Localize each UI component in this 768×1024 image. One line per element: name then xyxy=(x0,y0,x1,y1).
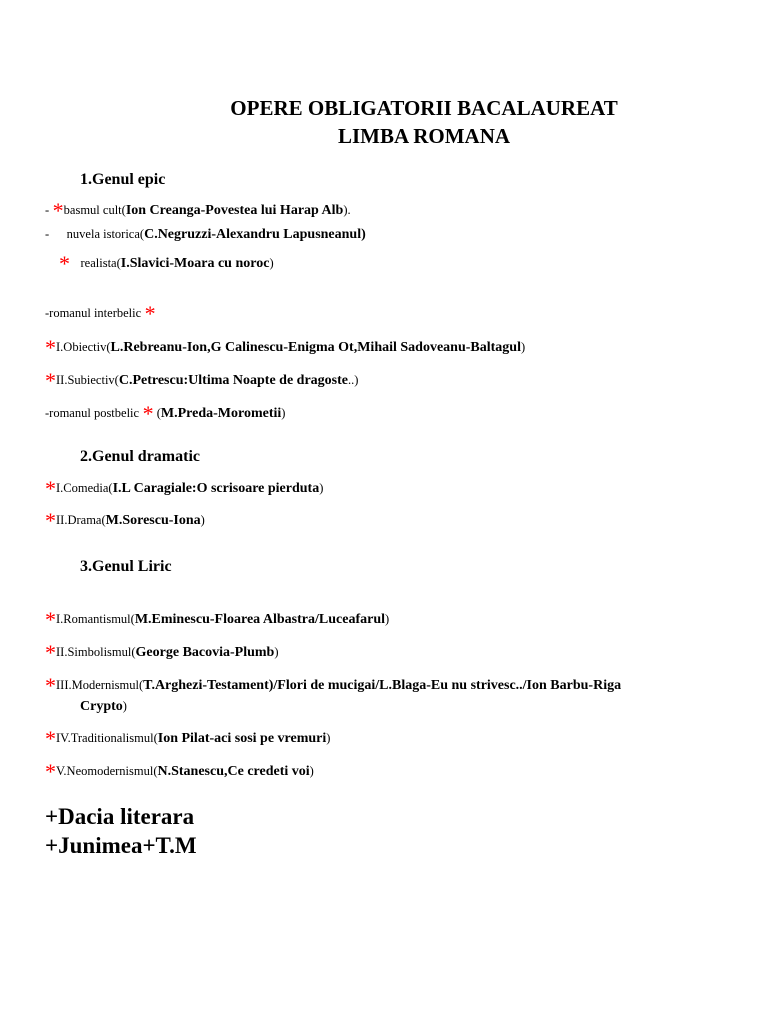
simbolism-label: II.Simbolismul( xyxy=(56,645,136,659)
comedia-label: I.Comedia( xyxy=(56,481,113,495)
neomodernism-title: N.Stanescu,Ce credeti voi xyxy=(157,764,310,779)
basm-title: Ion Creanga-Povestea lui Harap Alb xyxy=(125,203,344,218)
liric-modernism-continuation xyxy=(80,699,127,715)
epic-basm-line xyxy=(45,198,351,223)
modernism-title-cont: Crypto xyxy=(80,699,123,714)
postbelic-title: M.Preda-Morometii xyxy=(160,406,282,421)
asterisk-icon: * xyxy=(45,640,56,665)
simbolism-title: George Bacovia-Plumb xyxy=(135,645,275,660)
modernism-end: ) xyxy=(122,699,127,713)
liric-modernism-line xyxy=(45,673,622,698)
dash-prefix: - xyxy=(45,203,50,217)
drama-label: II.Drama( xyxy=(56,513,106,527)
footer-junimea: +Junimea+T.M xyxy=(45,833,197,858)
postbelic-open: ( xyxy=(153,406,161,420)
asterisk-icon: * xyxy=(45,607,56,632)
realista-label: realista( xyxy=(80,256,121,270)
asterisk-icon: * xyxy=(45,673,56,698)
heading-genul-dramatic: 2.Genul dramatic xyxy=(80,448,200,465)
asterisk-icon: * xyxy=(45,759,56,784)
epic-subiectiv-line xyxy=(45,368,359,393)
liric-neomodernism-line xyxy=(45,759,314,784)
asterisk-icon: * xyxy=(45,726,56,751)
basm-label: basmul cult( xyxy=(63,203,126,217)
realista-title: I.Slavici-Moara cu noroc xyxy=(120,256,270,271)
footer-dacia-literara: +Dacia literara xyxy=(45,804,195,829)
heading-genul-liric: 3.Genul Liric xyxy=(80,558,172,575)
obiectiv-titles: L.Rebreanu-Ion,G Calinescu-Enigma Ot,Mihail Sadoveanu-Baltagul xyxy=(110,340,521,355)
neomodernism-end: ) xyxy=(309,764,314,778)
document-title-line2: LIMBA ROMANA xyxy=(337,124,511,148)
asterisk-icon: * xyxy=(59,251,70,276)
epic-interbelic-line xyxy=(45,301,156,326)
asterisk-icon: * xyxy=(45,335,56,360)
asterisk-icon: * xyxy=(52,198,64,223)
postbelic-end: ) xyxy=(281,406,286,420)
asterisk-icon: * xyxy=(144,301,156,326)
modernism-label: III.Modernismul( xyxy=(56,678,144,692)
drama-title: M.Sorescu-Iona xyxy=(105,513,201,528)
subiectiv-title: C.Petrescu:Ultima Noapte de dragoste xyxy=(118,373,348,388)
obiectiv-label: I.Obiectiv( xyxy=(56,340,111,354)
dramatic-drama-line xyxy=(45,508,205,533)
neomodernism-label: V.Neomodernismul( xyxy=(56,764,158,778)
asterisk-icon: * xyxy=(45,508,56,533)
traditionalism-end: ) xyxy=(326,731,331,745)
liric-simbolism-line xyxy=(45,640,279,665)
drama-end: ) xyxy=(200,513,205,527)
comedia-title: I.L Caragiale:O scrisoare pierduta xyxy=(112,481,320,496)
subiectiv-label: II.Subiectiv( xyxy=(56,373,119,387)
epic-obiectiv-line xyxy=(45,335,526,360)
postbelic-label: -romanul postbelic xyxy=(45,406,140,420)
obiectiv-end: ) xyxy=(520,340,526,354)
nuvela-title: C.Negruzzi-Alexandru Lapusneanul) xyxy=(144,227,366,242)
epic-realista-line xyxy=(59,251,274,276)
asterisk-icon: * xyxy=(142,401,154,426)
document-title-line1: OPERE OBLIGATORII BACALAUREAT xyxy=(230,96,618,120)
traditionalism-label: IV.Traditionalismul( xyxy=(56,731,158,745)
liric-romantism-line xyxy=(45,607,390,632)
basm-end: ). xyxy=(343,203,351,217)
dash-prefix: - xyxy=(45,227,50,241)
asterisk-icon: * xyxy=(45,368,56,393)
realista-end: ) xyxy=(269,256,274,270)
comedia-end: ) xyxy=(319,481,324,495)
nuvela-label: nuvela istorica( xyxy=(66,227,145,241)
romantism-title: M.Eminescu-Floarea Albastra/Luceafarul xyxy=(134,612,385,627)
interbelic-label: -romanul interbelic xyxy=(45,306,142,320)
romantism-label: I.Romantismul( xyxy=(56,612,135,626)
liric-traditionalism-line xyxy=(45,726,331,751)
subiectiv-end: ..) xyxy=(347,373,359,387)
asterisk-icon: * xyxy=(45,476,56,501)
dramatic-comedia-line xyxy=(45,476,324,501)
modernism-titles: T.Arghezi-Testament)/Flori de mucigai/L.Blaga-Eu nu strivesc../Ion Barbu-Riga xyxy=(143,678,622,693)
epic-postbelic-line xyxy=(45,401,286,426)
simbolism-end: ) xyxy=(274,645,279,659)
heading-genul-epic: 1.Genul epic xyxy=(80,171,166,188)
epic-nuvela-line xyxy=(45,227,366,243)
romantism-end: ) xyxy=(385,612,390,626)
traditionalism-title: Ion Pilat-aci sosi pe vremuri xyxy=(157,731,327,746)
